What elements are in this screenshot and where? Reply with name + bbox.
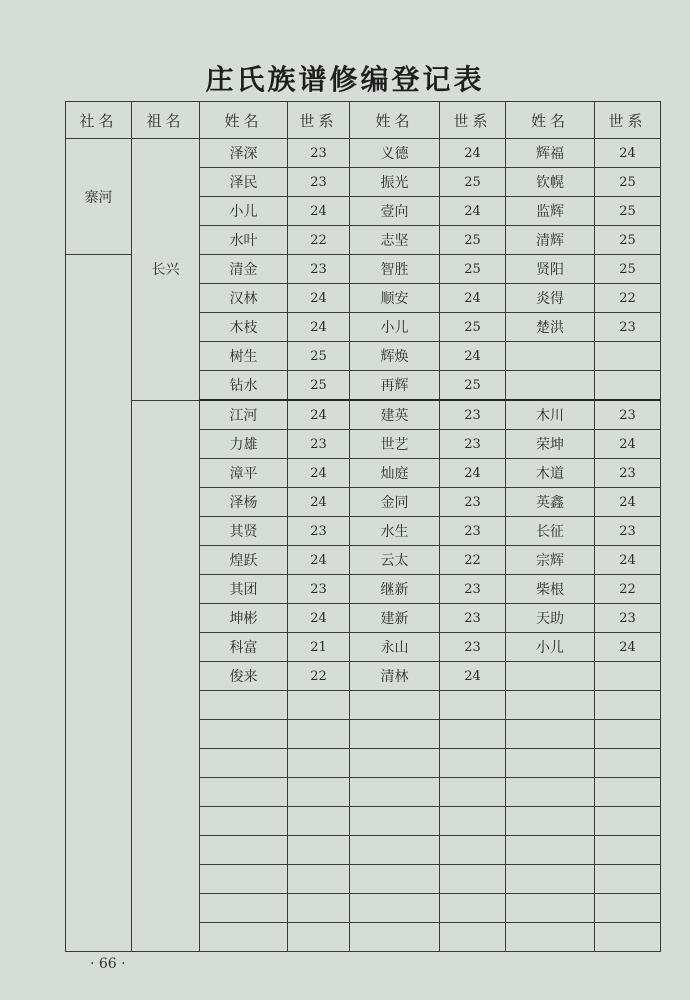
name-cell: 辉福 — [506, 139, 595, 168]
name-cell: 柴根 — [506, 575, 595, 604]
name-cell — [506, 865, 595, 894]
generation-cell: 23 — [595, 313, 661, 342]
generation-cell: 23 — [288, 430, 350, 459]
name-cell: 顺安 — [350, 284, 440, 313]
generation-cell — [595, 778, 661, 807]
generation-cell — [440, 749, 506, 778]
name-cell — [200, 923, 288, 952]
generation-cell — [440, 894, 506, 923]
name-cell — [506, 923, 595, 952]
generation-cell: 23 — [595, 604, 661, 633]
generation-cell — [288, 923, 350, 952]
generation-cell: 24 — [440, 662, 506, 691]
generation-cell: 24 — [595, 546, 661, 575]
generation-cell: 25 — [440, 371, 506, 401]
name-cell: 清金 — [200, 255, 288, 284]
name-cell: 力雄 — [200, 430, 288, 459]
name-cell: 漳平 — [200, 459, 288, 488]
name-cell: 科富 — [200, 633, 288, 662]
header-name-2: 姓名 — [350, 102, 440, 139]
generation-cell — [288, 778, 350, 807]
generation-cell: 24 — [595, 430, 661, 459]
name-cell: 江河 — [200, 400, 288, 430]
name-cell: 小儿 — [506, 633, 595, 662]
name-cell: 天助 — [506, 604, 595, 633]
generation-cell — [595, 923, 661, 952]
she-name-cell: 寨河 — [66, 139, 132, 255]
name-cell — [200, 749, 288, 778]
generation-cell: 23 — [440, 430, 506, 459]
name-cell — [506, 836, 595, 865]
name-cell — [350, 865, 440, 894]
name-cell: 智胜 — [350, 255, 440, 284]
generation-cell: 24 — [288, 459, 350, 488]
generation-cell — [595, 662, 661, 691]
name-cell: 义德 — [350, 139, 440, 168]
name-cell — [506, 894, 595, 923]
generation-cell: 23 — [440, 575, 506, 604]
name-cell — [200, 836, 288, 865]
name-cell: 汉林 — [200, 284, 288, 313]
name-cell: 清林 — [350, 662, 440, 691]
generation-cell — [440, 778, 506, 807]
generation-cell: 22 — [288, 662, 350, 691]
table-row — [66, 400, 661, 430]
name-cell — [200, 720, 288, 749]
generation-cell: 24 — [288, 197, 350, 226]
generation-cell — [595, 807, 661, 836]
name-cell: 树生 — [200, 342, 288, 371]
generation-cell: 23 — [595, 400, 661, 430]
generation-cell: 23 — [288, 517, 350, 546]
generation-cell: 25 — [440, 168, 506, 197]
name-cell: 泽民 — [200, 168, 288, 197]
name-cell — [200, 807, 288, 836]
name-cell: 金同 — [350, 488, 440, 517]
header-row — [66, 102, 661, 139]
generation-cell: 25 — [440, 226, 506, 255]
header-generation-1: 世系 — [288, 102, 350, 139]
generation-cell: 23 — [440, 400, 506, 430]
generation-cell — [288, 749, 350, 778]
name-cell: 清辉 — [506, 226, 595, 255]
generation-cell: 22 — [595, 575, 661, 604]
header-she-name: 社名 — [66, 102, 132, 139]
name-cell — [350, 778, 440, 807]
generation-cell — [288, 720, 350, 749]
name-cell: 建新 — [350, 604, 440, 633]
generation-cell: 24 — [595, 488, 661, 517]
name-cell: 水叶 — [200, 226, 288, 255]
generation-cell: 25 — [595, 226, 661, 255]
name-cell: 水生 — [350, 517, 440, 546]
name-cell: 世艺 — [350, 430, 440, 459]
generation-cell: 22 — [288, 226, 350, 255]
name-cell — [200, 691, 288, 720]
generation-cell: 23 — [440, 633, 506, 662]
name-cell — [350, 691, 440, 720]
name-cell — [350, 749, 440, 778]
generation-cell: 24 — [288, 400, 350, 430]
she-name-empty-cell — [66, 255, 132, 952]
name-cell: 继新 — [350, 575, 440, 604]
name-cell: 振光 — [350, 168, 440, 197]
name-cell: 其团 — [200, 575, 288, 604]
generation-cell: 25 — [288, 342, 350, 371]
generation-cell — [440, 865, 506, 894]
header-zu-name: 祖名 — [132, 102, 200, 139]
page-title: 庄氏族谱修编登记表 — [205, 63, 485, 96]
generation-cell: 23 — [288, 575, 350, 604]
name-cell: 云太 — [350, 546, 440, 575]
generation-cell: 24 — [440, 139, 506, 168]
name-cell — [506, 720, 595, 749]
name-cell: 辉焕 — [350, 342, 440, 371]
name-cell: 煌跃 — [200, 546, 288, 575]
name-cell: 木枝 — [200, 313, 288, 342]
name-cell: 长征 — [506, 517, 595, 546]
name-cell: 永山 — [350, 633, 440, 662]
generation-cell — [288, 894, 350, 923]
header-generation-3: 世系 — [595, 102, 661, 139]
zu-name-cell: 长兴 — [132, 139, 200, 401]
generation-cell — [595, 371, 661, 401]
generation-cell — [440, 836, 506, 865]
name-cell: 楚洪 — [506, 313, 595, 342]
name-cell — [200, 778, 288, 807]
name-cell: 小儿 — [350, 313, 440, 342]
zu-name-empty-cell — [132, 400, 200, 952]
generation-cell — [288, 691, 350, 720]
name-cell: 再辉 — [350, 371, 440, 401]
name-cell: 木川 — [506, 400, 595, 430]
generation-cell: 23 — [440, 517, 506, 546]
header-name-1: 姓名 — [200, 102, 288, 139]
generation-cell: 23 — [440, 604, 506, 633]
generation-cell: 23 — [440, 488, 506, 517]
name-cell — [350, 894, 440, 923]
name-cell — [506, 371, 595, 401]
generation-cell — [440, 923, 506, 952]
generation-cell — [595, 720, 661, 749]
header-name-3: 姓名 — [506, 102, 595, 139]
page-number: · 66 · — [90, 956, 126, 972]
generation-cell: 24 — [440, 342, 506, 371]
generation-cell: 23 — [288, 255, 350, 284]
name-cell — [506, 691, 595, 720]
name-cell — [506, 342, 595, 371]
name-cell: 坤彬 — [200, 604, 288, 633]
name-cell: 其贤 — [200, 517, 288, 546]
name-cell — [200, 894, 288, 923]
name-cell: 俊来 — [200, 662, 288, 691]
generation-cell — [440, 807, 506, 836]
generation-cell — [440, 720, 506, 749]
generation-cell — [595, 749, 661, 778]
generation-cell: 24 — [288, 284, 350, 313]
name-cell — [350, 923, 440, 952]
name-cell: 英鑫 — [506, 488, 595, 517]
generation-cell — [595, 836, 661, 865]
generation-cell: 25 — [440, 313, 506, 342]
name-cell: 监辉 — [506, 197, 595, 226]
generation-cell: 23 — [288, 139, 350, 168]
name-cell: 泽深 — [200, 139, 288, 168]
generation-cell: 25 — [595, 255, 661, 284]
name-cell: 泽杨 — [200, 488, 288, 517]
name-cell: 志坚 — [350, 226, 440, 255]
name-cell: 荣坤 — [506, 430, 595, 459]
generation-cell — [595, 894, 661, 923]
name-cell: 壹向 — [350, 197, 440, 226]
name-cell — [506, 749, 595, 778]
name-cell: 贤阳 — [506, 255, 595, 284]
generation-cell: 24 — [595, 633, 661, 662]
generation-cell: 24 — [440, 197, 506, 226]
generation-cell: 24 — [440, 284, 506, 313]
generation-cell — [288, 865, 350, 894]
generation-cell: 25 — [288, 371, 350, 401]
name-cell: 小儿 — [200, 197, 288, 226]
name-cell — [350, 836, 440, 865]
generation-cell: 24 — [288, 546, 350, 575]
name-cell — [350, 720, 440, 749]
name-cell — [506, 778, 595, 807]
generation-cell: 24 — [288, 604, 350, 633]
name-cell — [200, 865, 288, 894]
name-cell: 炎得 — [506, 284, 595, 313]
generation-cell — [288, 836, 350, 865]
name-cell: 木道 — [506, 459, 595, 488]
generation-cell: 23 — [595, 459, 661, 488]
name-cell: 宗辉 — [506, 546, 595, 575]
generation-cell — [595, 865, 661, 894]
generation-cell: 25 — [595, 168, 661, 197]
header-generation-2: 世系 — [440, 102, 506, 139]
name-cell — [506, 807, 595, 836]
generation-cell: 24 — [288, 313, 350, 342]
generation-cell: 24 — [288, 488, 350, 517]
generation-cell: 25 — [595, 197, 661, 226]
name-cell: 建英 — [350, 400, 440, 430]
generation-cell — [440, 691, 506, 720]
generation-cell: 24 — [595, 139, 661, 168]
name-cell: 钦幌 — [506, 168, 595, 197]
generation-cell: 24 — [440, 459, 506, 488]
generation-cell — [288, 807, 350, 836]
generation-cell — [595, 342, 661, 371]
name-cell — [506, 662, 595, 691]
name-cell: 钻水 — [200, 371, 288, 401]
name-cell: 灿庭 — [350, 459, 440, 488]
generation-cell: 22 — [440, 546, 506, 575]
generation-cell — [595, 691, 661, 720]
generation-cell: 22 — [595, 284, 661, 313]
name-cell — [350, 807, 440, 836]
generation-cell: 21 — [288, 633, 350, 662]
generation-cell: 23 — [595, 517, 661, 546]
generation-cell: 23 — [288, 168, 350, 197]
table-row — [66, 139, 661, 168]
generation-cell: 25 — [440, 255, 506, 284]
registration-table — [65, 101, 661, 952]
